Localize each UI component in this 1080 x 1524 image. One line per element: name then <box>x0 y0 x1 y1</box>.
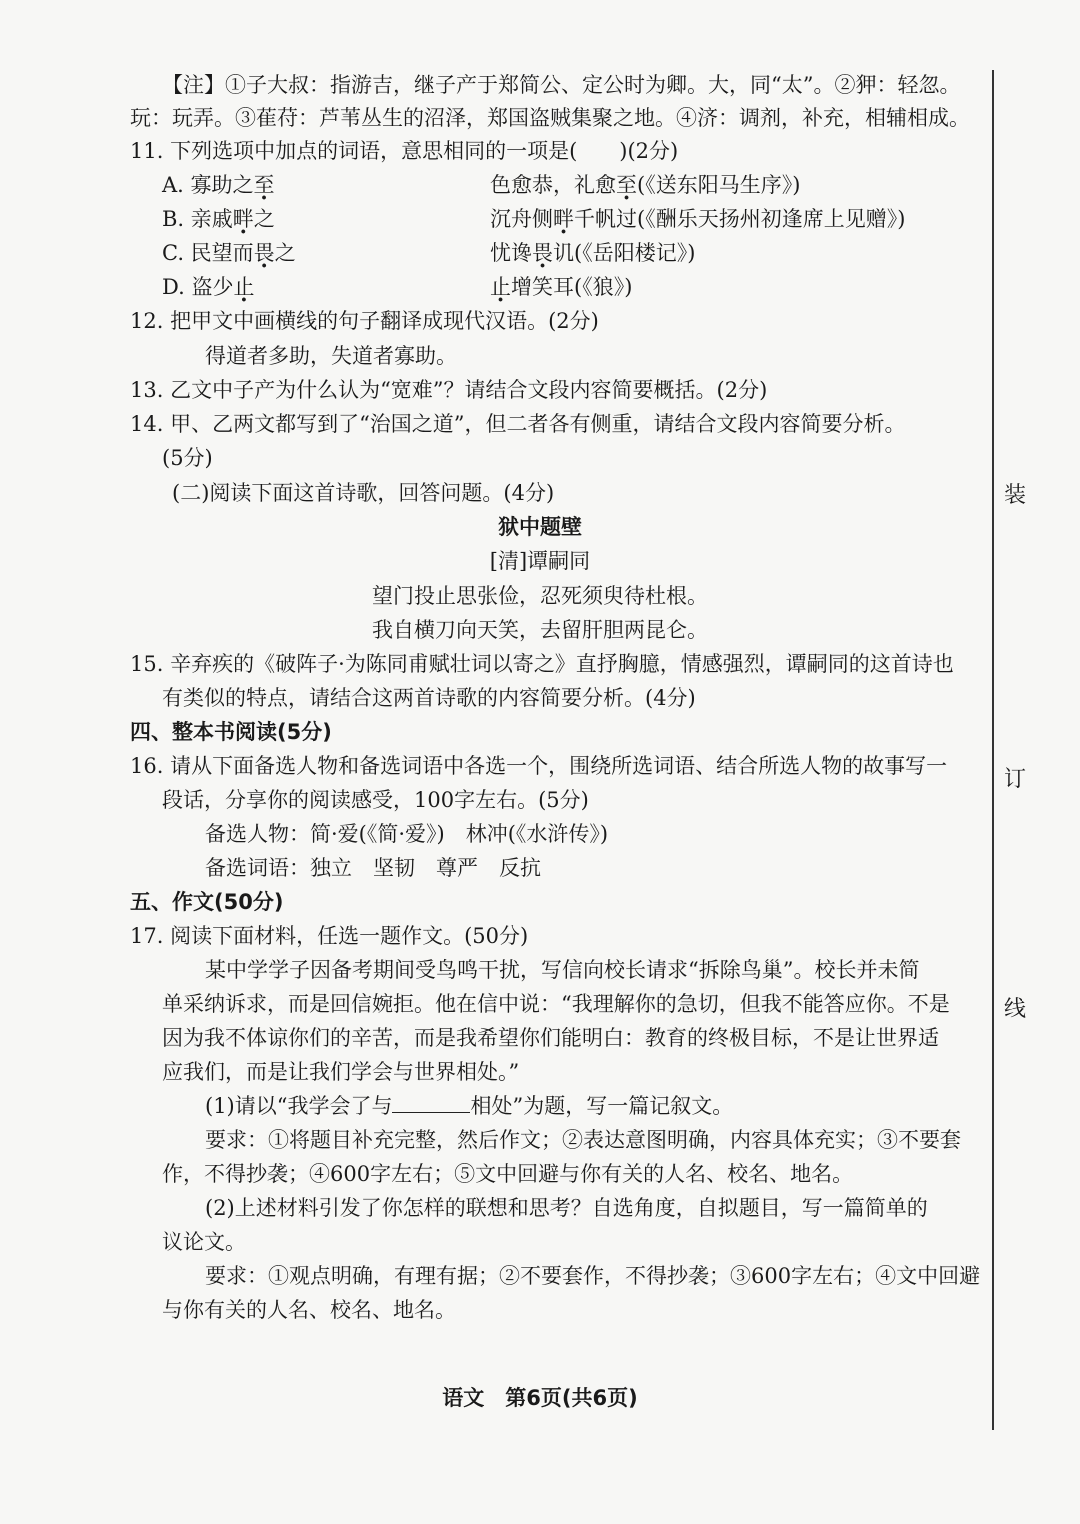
margin-mark-zhuang: 装 <box>1000 478 1030 509</box>
emphasis-dot-char: 畔 <box>553 207 574 231</box>
q11-option-c-compare: 忧谗畏讥(《岳阳楼记》) <box>490 241 696 265</box>
q14-line-2: (5分) <box>162 446 213 470</box>
q11-option-c: C. 民望而畏之 <box>162 241 296 265</box>
poem-author: [清]谭嗣同 <box>489 549 591 573</box>
q16-line-2: 段话，分享你的阅读感受，100字左右。(5分) <box>162 788 589 812</box>
note-line-2: 玩：玩弄。③萑苻：芦苇丛生的沼泽，郑国盗贼集聚之地。④济：调剂，补充，相辅相成。 <box>130 106 970 130</box>
emphasis-dot-char: 畏 <box>253 241 275 265</box>
q17-material-line: 应我们，而是让我们学会与世界相处。” <box>162 1060 520 1084</box>
emphasis-dot-char: 止 <box>233 275 255 299</box>
emphasis-dot-char: 至 <box>253 173 275 197</box>
q17-requirements-1: 要求：①将题目补充完整，然后作文；②表达意图明确，内容具体充实；③不要套 <box>205 1128 961 1152</box>
q15-line-1: 15. 辛弃疾的《破阵子·为陈同甫赋壮词以寄之》直抒胸臆，情感强烈，谭嗣同的这首诗也 <box>130 652 954 676</box>
margin-mark-ding: 订 <box>1000 762 1030 793</box>
q17-requirements-1-cont: 作，不得抄袭；④600字左右；⑤文中回避与你有关的人名、校名、地名。 <box>162 1162 854 1186</box>
poem-line-1: 望门投止思张俭，忍死须臾待杜根。 <box>372 584 708 608</box>
q17-requirements-2: 要求：①观点明确，有理有据；②不要套作，不得抄袭；③600字左右；④文中回避 <box>205 1264 981 1288</box>
q17-material-line: 因为我不体谅你们的辛苦，而是我希望你们能明白：教育的终极目标，不是让世界适 <box>162 1026 939 1050</box>
q11-option-d-compare: 止增笑耳(《狼》) <box>490 275 633 299</box>
emphasis-dot-char: 止 <box>490 275 511 299</box>
poem-title: 狱中题壁 <box>498 515 582 539</box>
q17-material-line: 单采纳诉求，而是回信婉拒。他在信中说：“我理解你的急切，但我不能答应你。不是 <box>162 992 950 1016</box>
emphasis-dot-char: 畏 <box>532 241 553 265</box>
q12-stem: 12. 把甲文中画横线的句子翻译成现代汉语。(2分) <box>130 309 599 333</box>
fill-in-blank <box>392 1092 470 1113</box>
q11-stem: 11. 下列选项中加点的词语，意思相同的一项是( )(2分) <box>130 139 679 163</box>
q14-line-1: 14. 甲、乙两文都写到了“治国之道”，但二者各有侧重，请结合文段内容简要分析。 <box>130 412 906 436</box>
q16-line-1: 16. 请从下面备选人物和备选词语中各选一个，围绕所选词语、结合所选人物的故事写一 <box>130 754 948 778</box>
q11-option-d: D. 盗少止 <box>162 275 255 299</box>
q11-option-a-compare: 色愈恭，礼愈至(《送东阳马生序》) <box>490 173 801 197</box>
poem-section-heading: (二)阅读下面这首诗歌，回答问题。(4分) <box>172 481 555 505</box>
q16-words: 备选词语：独立 坚韧 尊严 反抗 <box>205 856 541 880</box>
q15-line-2: 有类似的特点，请结合这两首诗歌的内容简要分析。(4分) <box>162 686 696 710</box>
emphasis-dot-char: 至 <box>616 173 637 197</box>
margin-mark-xian: 线 <box>1000 992 1030 1023</box>
q11-option-b: B. 亲戚畔之 <box>162 207 275 231</box>
q17-option-1: (1)请以“我学会了与 相处”为题，写一篇记叙文。 <box>205 1094 734 1118</box>
q17-option-2: (2)上述材料引发了你怎样的联想和思考？自选角度，自拟题目，写一篇简单的 <box>205 1196 928 1220</box>
q17-material-line: 某中学学子因备考期间受鸟鸣干扰，写信向校长请求“拆除鸟巢”。校长并未简 <box>205 958 920 982</box>
section-4-heading: 四、整本书阅读(5分) <box>130 720 332 744</box>
q17-requirements-2-cont: 与你有关的人名、校名、地名。 <box>162 1298 456 1322</box>
page-footer: 语文 第6页(共6页) <box>442 1386 638 1410</box>
q11-option-a: A. 寡助之至 <box>162 173 275 197</box>
q13-stem: 13. 乙文中子产为什么认为“宽难”？请结合文段内容简要概括。(2分) <box>130 378 768 402</box>
q16-people: 备选人物：简·爱(《简·爱》) 林冲(《水浒传》) <box>205 822 609 846</box>
emphasis-dot-char: 畔 <box>232 207 254 231</box>
note-line-1: 【注】①子大叔：指游吉，继子产于郑简公、定公时为卿。大，同“太”。②狎：轻忽。 <box>162 73 961 97</box>
binding-line <box>992 70 994 1430</box>
poem-line-2: 我自横刀向天笑，去留肝胆两昆仑。 <box>372 618 708 642</box>
q17-stem: 17. 阅读下面材料，任选一题作文。(50分) <box>130 924 529 948</box>
section-5-heading: 五、作文(50分) <box>130 890 284 914</box>
q11-option-b-compare: 沉舟侧畔千帆过(《酬乐天扬州初逢席上见赠》) <box>490 207 906 231</box>
q12-sentence: 得道者多助，失道者寡助。 <box>205 344 457 368</box>
q17-option-2-cont: 议论文。 <box>162 1230 246 1254</box>
